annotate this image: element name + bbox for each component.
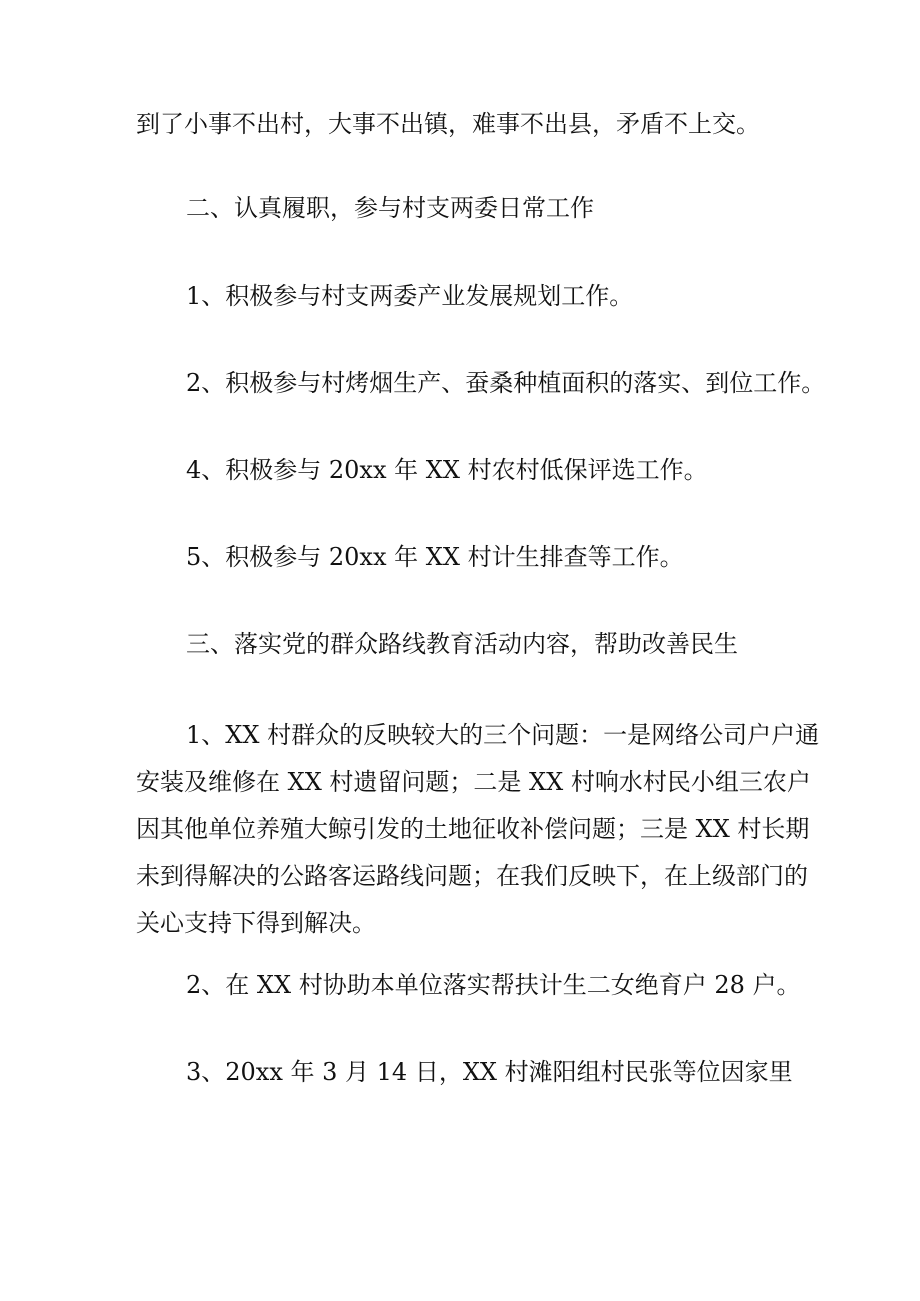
list-item-3-date: 3、20xx 年 3 月 14 日，XX 村滩阳组村民张等位因家里 <box>186 1058 793 1086</box>
list-item-4: 4、积极参与 20xx 年 XX 村农村低保评选工作。 <box>186 456 708 484</box>
paragraph-line: 1、XX 村群众的反映较大的三个问题：一是网络公司户户通 <box>186 721 820 749</box>
section-heading-2: 二、认真履职，参与村支两委日常工作 <box>186 194 594 222</box>
list-item-1: 1、积极参与村支两委产业发展规划工作。 <box>186 282 634 310</box>
section-heading-3: 三、落实党的群众路线教育活动内容，帮助改善民生 <box>186 630 738 658</box>
list-item-5: 5、积极参与 20xx 年 XX 村计生排查等工作。 <box>186 543 684 571</box>
paragraph-line: 因其他单位养殖大鲸引发的土地征收补偿问题；三是 XX 村长期 <box>136 815 810 843</box>
paragraph-line: 未到得解决的公路客运路线问题；在我们反映下，在上级部门的 <box>136 862 808 890</box>
paragraph-line: 安装及维修在 XX 村遗留问题；二是 XX 村响水村民小组三农户 <box>136 768 811 796</box>
paragraph-problems <box>136 712 820 947</box>
paragraph-continuation: 到了小事不出村，大事不出镇，难事不出县，矛盾不上交。 <box>136 110 760 138</box>
paragraph-line: 关心支持下得到解决。 <box>136 909 376 937</box>
list-item-2-assist: 2、在 XX 村协助本单位落实帮扶计生二女绝育户 28 户。 <box>186 971 801 999</box>
list-item-2: 2、积极参与村烤烟生产、蚕桑种植面积的落实、到位工作。 <box>186 369 826 397</box>
